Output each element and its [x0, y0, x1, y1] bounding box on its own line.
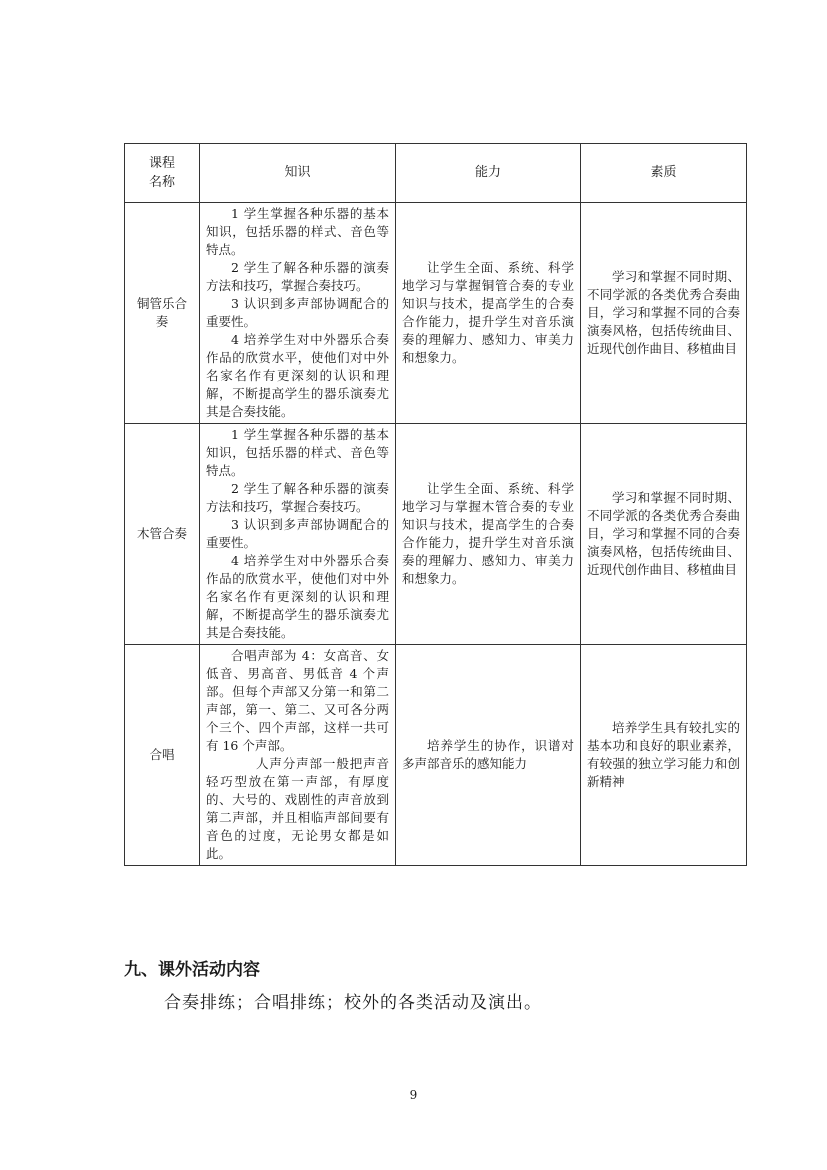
table-row [125, 645, 747, 866]
knowledge-item: 4 培养学生对中外器乐合奏作品的欣赏水平，使他们对中外名家名作有更深刻的认识和理解，不断提高学生的器乐演奏尤其是合奏技能。 [206, 553, 389, 640]
knowledge-item: 3 认识到多声部协调配合的重要性。 [206, 296, 389, 329]
header-ability: 能力 [396, 144, 581, 203]
ability-text: 让学生全面、系统、科学地学习与掌握铜管合奏的专业知识与技术，提高学生的合奏合作能力，提升学生对音乐演奏的理解力、感知力、审美力和想象力。 [402, 260, 574, 365]
knowledge-cell [200, 645, 396, 866]
header-course-name-line2: 名称 [148, 175, 175, 190]
page-number: 9 [409, 1088, 418, 1102]
knowledge-cell [200, 424, 396, 645]
knowledge-item: 2 学生了解各种乐器的演奏方法和技巧，掌握合奏技巧。 [206, 481, 389, 514]
course-name-cell: 铜管乐合奏 [125, 203, 200, 424]
header-knowledge: 知识 [200, 144, 396, 203]
ability-cell [396, 424, 581, 645]
section-body-text: 合奏排练；合唱排练；校外的各类活动及演出。 [164, 993, 542, 1013]
knowledge-item: 2 学生了解各种乐器的演奏方法和技巧，掌握合奏技巧。 [206, 260, 389, 293]
knowledge-item: 4 培养学生对中外器乐合奏作品的欣赏水平，使他们对中外名家名作有更深刻的认识和理解，不断提高学生的器乐演奏尤其是合奏技能。 [206, 332, 389, 419]
quality-cell [581, 424, 747, 645]
course-name-cell: 合唱 [125, 645, 200, 866]
quality-cell [581, 645, 747, 866]
course-name-cell: 木管合奏 [125, 424, 200, 645]
header-quality: 素质 [581, 144, 747, 203]
knowledge-item: 3 认识到多声部协调配合的重要性。 [206, 517, 389, 550]
quality-cell [581, 203, 747, 424]
section-heading: 九、课外活动内容 [124, 960, 260, 980]
table-row [125, 424, 747, 645]
knowledge-item: 人声分声部一般把声音轻巧型放在第一声部，有厚度的、大号的、戏剧性的声音放到第二声部，并且相临声部间要有音色的过度，无论男女都是如此。 [206, 756, 389, 861]
knowledge-cell [200, 203, 396, 424]
quality-text: 培养学生具有较扎实的基本功和良好的职业素养，有较强的独立学习能力和创新精神 [587, 720, 740, 789]
ability-cell [396, 645, 581, 866]
header-course-name-line1: 课程 [148, 156, 175, 171]
table-row [125, 203, 747, 424]
quality-text: 学习和掌握不同时期、不同学派的各类优秀合奏曲目，学习和掌握不同的合奏演奏风格，包括传统曲目、近现代创作曲目、移植曲目 [587, 490, 740, 577]
header-course-name [125, 144, 200, 203]
knowledge-item: 1 学生掌握各种乐器的基本知识，包括乐器的样式、音色等特点。 [206, 206, 389, 257]
quality-text: 学习和掌握不同时期、不同学派的各类优秀合奏曲目，学习和掌握不同的合奏演奏风格，包括传统曲目、近现代创作曲目、移植曲目 [587, 269, 740, 356]
ability-cell [396, 203, 581, 424]
ability-text: 培养学生的协作，识谱对多声部音乐的感知能力 [402, 738, 574, 771]
ability-text: 让学生全面、系统、科学地学习与掌握木管合奏的专业知识与技术，提高学生的合奏合作能力，提升学生对音乐演奏的理解力、感知力、审美力和想象力。 [402, 481, 574, 586]
knowledge-item: 1 学生掌握各种乐器的基本知识，包括乐器的样式、音色等特点。 [206, 427, 389, 478]
knowledge-item: 合唱声部为 4：女高音、女低音、男高音、男低音 4 个声部。但每个声部又分第一和第二声部，第一、第二、又可各分两个三个、四个声部，这样一共可有 16 个声部。 [206, 648, 389, 753]
table-header-row [125, 144, 747, 203]
curriculum-table [124, 143, 747, 866]
